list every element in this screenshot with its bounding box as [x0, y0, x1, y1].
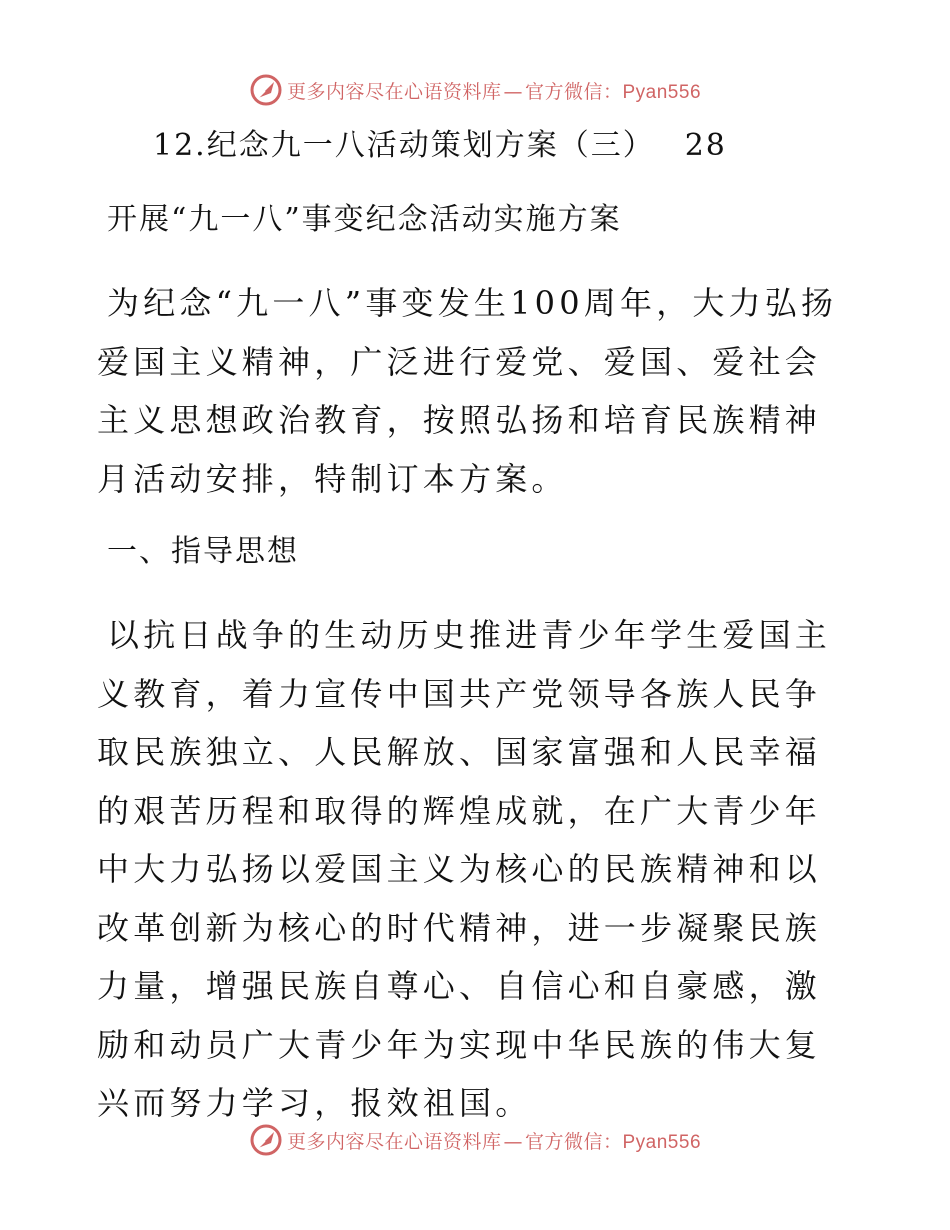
- watermark-wechat-id: Pyan556: [622, 1131, 702, 1153]
- watermark-brand: 更多内容尽在心语资料库: [286, 1130, 502, 1153]
- watermark-separator: —: [503, 1130, 523, 1153]
- quill-logo-icon: [249, 73, 283, 107]
- toc-entry: [97, 120, 857, 172]
- section-1-paragraph: 以抗日战争的生动历史推进青少年学生爱国主义教育，着力宣传中国共产党领导各族人民争取民族独立、人民解放、国家富强和人民幸福的艰苦历程和取得的辉煌成就，在广大青少年中大力弘扬以爱国主义为核心的民族精神和以改革创新为核心的时代精神，进一步凝聚民族力量，增强民族自尊心、自信心和自豪感，激励和动员广大青少年为实现中华民族的伟大复兴而努力学习，报效祖国。: [97, 616, 832, 1122]
- watermark-brand: 更多内容尽在心语资料库: [286, 80, 502, 103]
- document-title: 开展“九一八”事变纪念活动实施方案: [107, 202, 622, 237]
- toc-entry-page: 28: [684, 128, 727, 163]
- toc-entry-title: 12.纪念九一八活动策划方案（三）: [153, 128, 655, 163]
- watermark-wechat-label: 官方微信：: [524, 80, 623, 103]
- document-body: [97, 120, 857, 1133]
- watermark-wechat-label: 官方微信：: [524, 1130, 623, 1153]
- quill-logo-icon: [249, 1123, 283, 1157]
- header-watermark: [0, 70, 950, 110]
- footer-watermark: [0, 1120, 950, 1160]
- section-1-title: 一、指导思想: [107, 534, 299, 569]
- watermark-wechat-id: Pyan556: [622, 81, 702, 103]
- watermark-text: [287, 1127, 701, 1154]
- watermark-text: [287, 77, 701, 104]
- intro-paragraph: 为纪念“九一八”事变发生100周年，大力弘扬爱国主义精神，广泛进行爱党、爱国、爱社会主义思想政治教育，按照弘扬和培育民族精神月活动安排，特制订本方案。: [97, 284, 838, 498]
- watermark-separator: —: [503, 80, 523, 103]
